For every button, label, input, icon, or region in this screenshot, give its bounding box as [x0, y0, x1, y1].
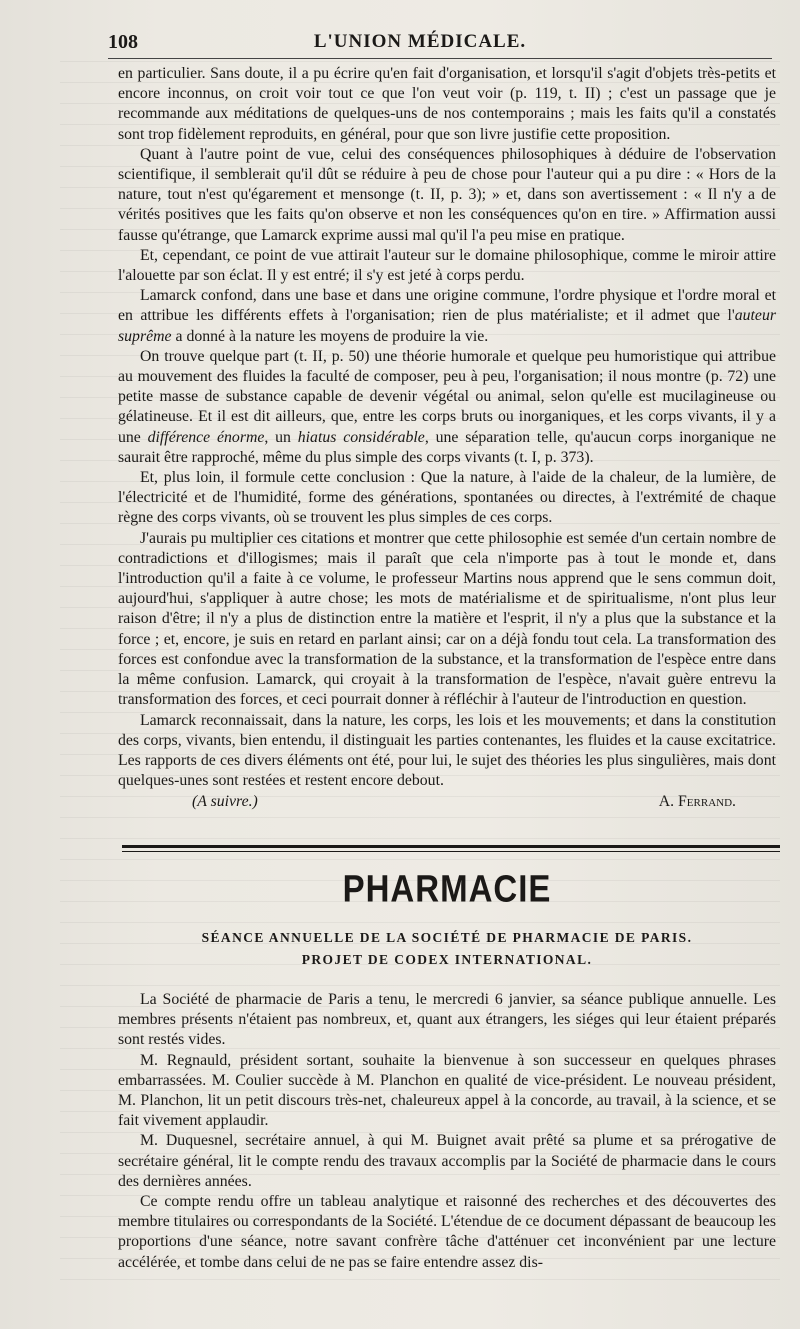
section-subtitle: PROJET DE CODEX INTERNATIONAL. — [301, 952, 593, 967]
signature-line — [118, 792, 776, 812]
paragraph-text: On trouve quelque part (t. II, p. 50) une théorie humorale et quelque peu humoristique qui attribue au mouvement des fluides la faculté de composer, peu à peu, l'organisation; il nous montre (p. 72) une petite masse de substance capable de devenir végétal ou animal, selon qu'elle est mucilagineuse ou gélatineuse. Et il est dit ailleurs, que, entre les corps bruts ou inorganiques, et les corps vivants, il y a une — [118, 347, 776, 446]
paragraph — [118, 286, 776, 347]
paragraph: La Société de pharmacie de Paris a tenu, le mercredi 6 janvier, sa séance publique annuelle. Les membres présents n'étaient pas nombreux, et, quant aux étrangers, les siéges qui leur étaient préparés sont restés vides. — [118, 991, 776, 1049]
section-divider-thin — [122, 851, 780, 852]
article-body — [118, 64, 776, 813]
paragraph: Et, plus loin, il formule cette conclusion : Que la nature, à l'aide de la chaleur, de la lumière, de l'électricité et de l'humidité, forme des générations, spontanées ou directes, à l'extrémité de chaque règne des corps vivants, où se trouvent les plus simples de ces corps. — [118, 469, 776, 527]
paragraph: Quant à l'autre point de vue, celui des conséquences philosophiques à déduire de l'observation scientifique, il semblerait qu'il dût se réduire à peu de chose pour l'auteur qui a pu dire : « Hors de la nature, tout n'est qu'égarement et mensonge (t. II, p. 3); » et, dans son avertissement : « Il n'y a de vérités positives que les faits qu'on observe et non les conséquences qu'on en tire. » Affirmation aussi fausse qu'étrange, que Lamarck exprime aussi mal qu'il l'a peu mise en pratique. — [118, 145, 776, 244]
author-name: A. Ferrand. — [658, 793, 736, 811]
paragraph — [118, 347, 776, 468]
to-follow-note: (A suivre.) — [192, 793, 258, 811]
section-title: PHARMACIE — [342, 867, 552, 910]
paragraph-text: , une séparation telle, qu'aucun corps inorganique ne saurait être rapproché, même du plus simple des corps vivants (t. I, p. 373). — [118, 428, 776, 466]
page-header — [108, 26, 772, 59]
italic-text: différence énorme — [147, 428, 265, 446]
paragraph-text: , un — [264, 428, 298, 446]
paragraph: en particulier. Sans doute, il a pu écrire qu'en fait d'organisation, et lorsqu'il s'agit d'objets très-petits et encore inconnus, on croit voir tout ce que l'on veut voir (p. 119, t. II) ; c'est un passage que je recommande aux méditations de quelques-uns de nos contemporains ; mais les faits qu'il a constatés sont trop fidèlement reproduits, en général, pour que son livre justifie cette proposition. — [118, 65, 776, 143]
section-subtitle: SÉANCE ANNUELLE DE LA SOCIÉTÉ DE PHARMACIE DE PARIS. — [201, 930, 693, 945]
section-divider — [122, 845, 780, 848]
paragraph: Lamarck reconnaissait, dans la nature, les corps, les lois et les mouvements; et dans la constitution des corps, vivants, bien entendu, il distinguait les parties contenantes, les fluides et la cause excitatrice. Les rapports de ces divers éléments ont été, pour lui, le sujet des théories les plus singulières, mais dont quelques-unes sont restées et restent encore debout. — [118, 711, 776, 790]
page-number: 108 — [108, 30, 138, 53]
paragraph: Ce compte rendu offre un tableau analytique et raisonné des recherches et des découvertes des membre titulaires ou correspondants de la Société. L'étendue de ce document dépassant de beaucoup les proportions d'une séance, notre savant confrère tâche d'atténuer cet inconvénient par une lecture accélérée, et tombe dans celui de ne pas se faire entendre assez dis- — [118, 1193, 776, 1271]
pharmacie-body — [118, 990, 776, 1273]
paragraph: J'aurais pu multiplier ces citations et montrer que cette philosophie est semée d'un certain nombre de contradictions et d'illogismes; mais il paraît que cela n'importe pas à tout le monde et, dans l'introduction qu'il a faite à ce volume, le professeur Martins nous apprend que le sens commun doit, aujourd'hui, s'appliquer à autre chose; les mots de matérialisme et de spiritualisme, n'ont plus leur raison d'être; il n'y a plus de distinction entre la matière et l'esprit, il n'y a plus que la substance et la force ; et, encore, je suis en retard en parlant ainsi; car on a déjà fondu tout cela. La transformation des forces est confondue avec la transformation de la substance, et la transformation de l'espèce entre dans la même confusion. Lamarck, qui croyait à la transformation de l'espèce, n'avait guère entrevu la transformation des forces, et ceci pourrait donner à réfléchir à l'auteur de l'introduction en question. — [118, 529, 776, 709]
italic-text: auteur suprême — [118, 307, 776, 345]
paragraph-text: a donné à la nature les moyens de produire la vie. — [171, 327, 489, 345]
paragraph: Et, cependant, ce point de vue attirait l'auteur sur le domaine philosophique, comme le miroir attire l'alouette par son éclat. Il y est entré; il s'y est jeté à corps perdu. — [118, 246, 776, 285]
paragraph: M. Regnauld, président sortant, souhaite la bienvenue à son successeur en quelques phrases embarrassées. M. Coulier succède à M. Planchon en qualité de vice-président. Le nouveau président, M. Planchon, lit un petit discours très-net, chaleureux appel à la concorde, au travail, à la science, et se fait vivement applaudir. — [118, 1051, 776, 1130]
paragraph: M. Duquesnel, secrétaire annuel, à qui M. Buignet avait prêté sa plume et sa prérogative de secrétaire général, lit le compte rendu des travaux accomplis par la Société de pharmacie dans le cours des dernières années. — [118, 1132, 776, 1190]
paragraph-text: Lamarck confond, dans une base et dans une origine commune, l'ordre physique et l'ordre moral et en attribue les différents effets à l'organisation; rien de plus matérialiste; et il admet que l' — [118, 287, 776, 325]
italic-text: hiatus considérable — [297, 428, 425, 446]
running-title: L'UNION MÉDICALE. — [313, 31, 527, 52]
